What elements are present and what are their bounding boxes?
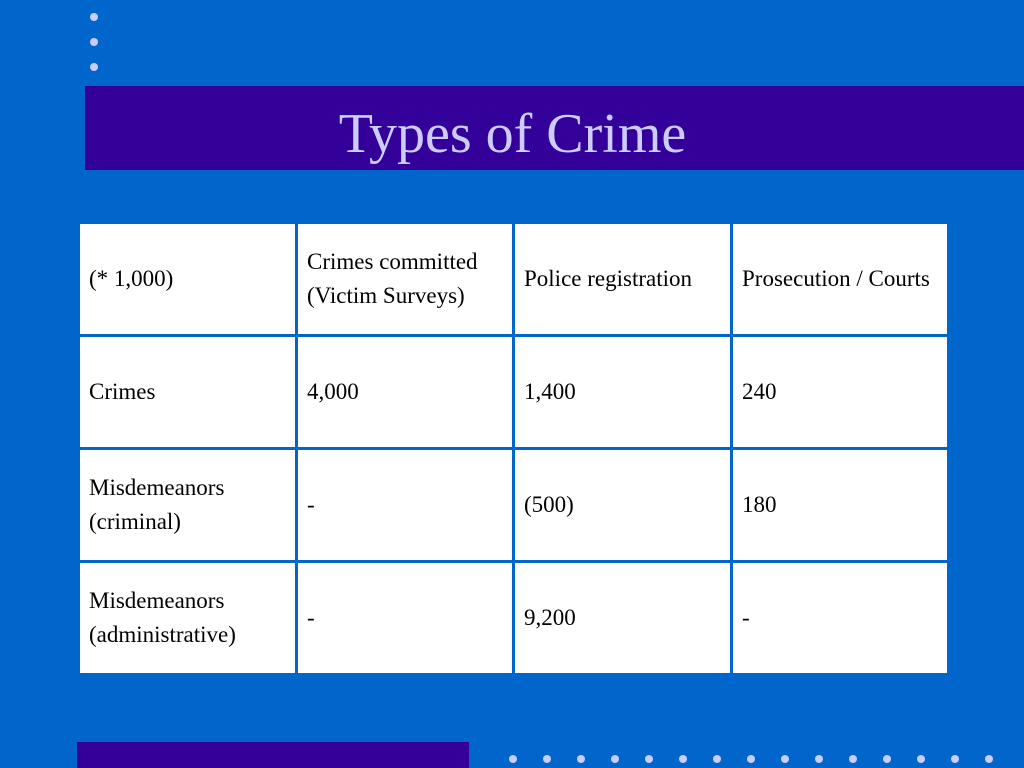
table-cell: - xyxy=(297,449,514,562)
dot-icon xyxy=(917,755,925,763)
dot-icon xyxy=(679,755,687,763)
dot-icon xyxy=(90,63,98,71)
table-cell: 9,200 xyxy=(514,562,732,675)
table-cell: 1,400 xyxy=(514,336,732,449)
dot-icon xyxy=(713,755,721,763)
table-row xyxy=(79,449,949,562)
table-header-cell: Crimes committed (Victim Surveys) xyxy=(297,223,514,336)
dot-icon xyxy=(951,755,959,763)
table-cell: - xyxy=(297,562,514,675)
dot-icon xyxy=(543,755,551,763)
title-bar xyxy=(85,86,1024,170)
table-row xyxy=(79,336,949,449)
row-label-cell: Crimes xyxy=(79,336,297,449)
dot-icon xyxy=(849,755,857,763)
row-label-cell: Misdemeanors (administrative) xyxy=(79,562,297,675)
dot-icon xyxy=(90,38,98,46)
table-cell: 240 xyxy=(732,336,949,449)
dot-icon xyxy=(611,755,619,763)
slide-title: Types of Crime xyxy=(338,103,687,165)
table-header-cell: Prosecution / Courts xyxy=(732,223,949,336)
dot-icon xyxy=(985,755,993,763)
dot-icon xyxy=(747,755,755,763)
dot-icon xyxy=(90,13,98,21)
table-cell: - xyxy=(732,562,949,675)
table-header-row xyxy=(79,223,949,336)
bottom-accent-bar xyxy=(77,742,469,768)
table-cell: 4,000 xyxy=(297,336,514,449)
table-row xyxy=(79,562,949,675)
row-label-cell: Misdemeanors (criminal) xyxy=(79,449,297,562)
table-cell: (500) xyxy=(514,449,732,562)
dot-icon xyxy=(645,755,653,763)
table-cell: 180 xyxy=(732,449,949,562)
dot-icon xyxy=(883,755,891,763)
table-header-cell: Police registration xyxy=(514,223,732,336)
dot-icon xyxy=(781,755,789,763)
dot-icon xyxy=(815,755,823,763)
table-header-cell: (* 1,000) xyxy=(79,223,297,336)
dot-icon xyxy=(509,755,517,763)
crime-statistics-table xyxy=(77,221,950,676)
dot-icon xyxy=(577,755,585,763)
